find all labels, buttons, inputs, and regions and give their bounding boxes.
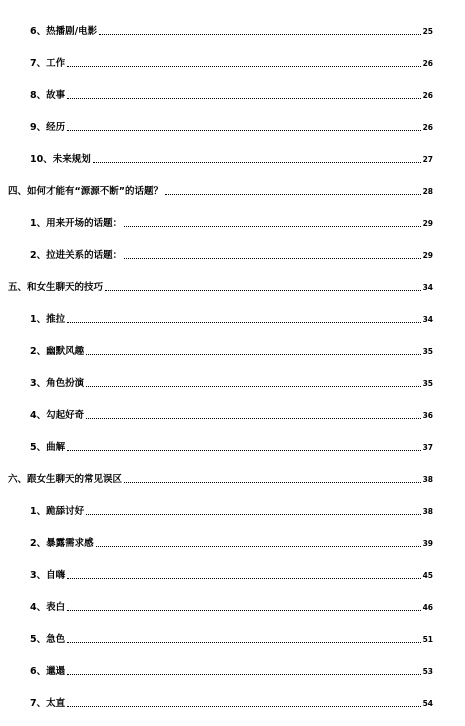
dot-leader: [67, 642, 420, 643]
toc-entry-page-number: 51: [422, 635, 433, 644]
toc-entry-future-plans[interactable]: [30, 150, 433, 166]
toc-entry-page-number: 28: [422, 187, 433, 196]
toc-entry-title: 3、自嗨: [30, 570, 66, 581]
toc-entry-title: 6、热播剧/电影: [30, 26, 98, 37]
toc-entry-opening-topics[interactable]: [30, 214, 433, 230]
dot-leader: [67, 706, 420, 707]
dot-leader: [105, 290, 421, 291]
toc-entry-hot-shows[interactable]: [30, 22, 433, 38]
toc-entry-flattering[interactable]: [30, 502, 433, 518]
toc-entry-page-number: 36: [422, 411, 433, 420]
toc-entry-page-number: 26: [422, 59, 433, 68]
toc-entry-page-number: 54: [422, 699, 433, 708]
toc-entry-page-number: 53: [422, 667, 433, 676]
toc-entry-title: 7、太直: [30, 698, 66, 709]
toc-entry-title: 4、表白: [30, 602, 66, 613]
toc-entry-page-number: 35: [422, 347, 433, 356]
toc-entry-title: 5、曲解: [30, 442, 66, 453]
dot-leader: [67, 322, 420, 323]
toc-entry-title: 10、未来规划: [30, 154, 91, 165]
toc-entry-story[interactable]: [30, 86, 433, 102]
toc-entry-title: 2、幽默风趣: [30, 346, 85, 357]
toc-entry-title: 2、拉进关系的话题：: [30, 250, 123, 261]
toc-entry-push-pull[interactable]: [30, 310, 433, 326]
toc-entry-confession[interactable]: [30, 598, 433, 614]
dot-leader: [86, 386, 420, 387]
dot-leader: [67, 66, 420, 67]
dot-leader: [124, 258, 420, 259]
toc-entry-page-number: 45: [422, 571, 433, 580]
toc-entry-page-number: 38: [422, 475, 433, 484]
toc-entry-title: 5、急色: [30, 634, 66, 645]
toc-entry-title: 1、跪舔讨好: [30, 506, 85, 517]
dot-leader: [86, 418, 420, 419]
toc-entry-page-number: 39: [422, 539, 433, 548]
toc-entry-sloppy[interactable]: [30, 662, 433, 678]
toc-entry-page-number: 29: [422, 219, 433, 228]
toc-entry-title: 8、故事: [30, 90, 66, 101]
toc-section-five[interactable]: [8, 278, 433, 294]
toc-entry-role-play[interactable]: [30, 374, 433, 390]
toc-section-six[interactable]: [8, 470, 433, 486]
toc-entry-title: 2、暴露需求感: [30, 538, 94, 549]
dot-leader: [86, 354, 420, 355]
toc-entry-page-number: 37: [422, 443, 433, 452]
dot-leader: [67, 610, 420, 611]
dot-leader: [124, 226, 420, 227]
toc-entry-page-number: 38: [422, 507, 433, 516]
toc-section-four[interactable]: [8, 182, 433, 198]
toc-entry-misinterpret[interactable]: [30, 438, 433, 454]
dot-leader: [67, 674, 420, 675]
toc-entry-page-number: 35: [422, 379, 433, 388]
toc-entry-page-number: 27: [422, 155, 433, 164]
toc-entry-impatient[interactable]: [30, 630, 433, 646]
toc-entry-page-number: 46: [422, 603, 433, 612]
dot-leader: [67, 450, 420, 451]
dot-leader: [67, 578, 420, 579]
dot-leader: [99, 34, 420, 35]
toc-entry-title: 9、经历: [30, 122, 66, 133]
toc-section-title: 六、跟女生聊天的常见误区: [8, 474, 123, 485]
toc-entry-work[interactable]: [30, 54, 433, 70]
toc-entry-self-indulgent[interactable]: [30, 566, 433, 582]
toc-entry-title: 4、勾起好奇: [30, 410, 85, 421]
toc-entry-curiosity[interactable]: [30, 406, 433, 422]
toc-entry-page-number: 34: [422, 315, 433, 324]
toc-section-title: 四、如何才能有“源源不断”的话题？: [8, 186, 163, 197]
dot-leader: [86, 514, 420, 515]
toc-entry-closeness-topics[interactable]: [30, 246, 433, 262]
toc-entry-title: 1、推拉: [30, 314, 66, 325]
dot-leader: [165, 194, 421, 195]
toc-entry-title: 6、邋遢: [30, 666, 66, 677]
dot-leader: [124, 482, 421, 483]
toc-section-title: 五、和女生聊天的技巧: [8, 282, 104, 293]
dot-leader: [93, 162, 421, 163]
toc-entry-title: 1、用来开场的话题：: [30, 218, 123, 229]
toc-entry-page-number: 34: [422, 283, 433, 292]
dot-leader: [96, 546, 421, 547]
toc-entry-page-number: 25: [422, 27, 433, 36]
toc-entry-page-number: 26: [422, 91, 433, 100]
toc-entry-title: 7、工作: [30, 58, 66, 69]
toc-entry-neediness[interactable]: [30, 534, 433, 550]
toc-entry-title: 3、角色扮演: [30, 378, 85, 389]
toc-entry-page-number: 26: [422, 123, 433, 132]
toc-entry-experience[interactable]: [30, 118, 433, 134]
dot-leader: [67, 130, 420, 131]
toc-entry-page-number: 29: [422, 251, 433, 260]
toc-entry-too-direct[interactable]: [30, 694, 433, 710]
toc-entry-humor[interactable]: [30, 342, 433, 358]
dot-leader: [67, 98, 420, 99]
